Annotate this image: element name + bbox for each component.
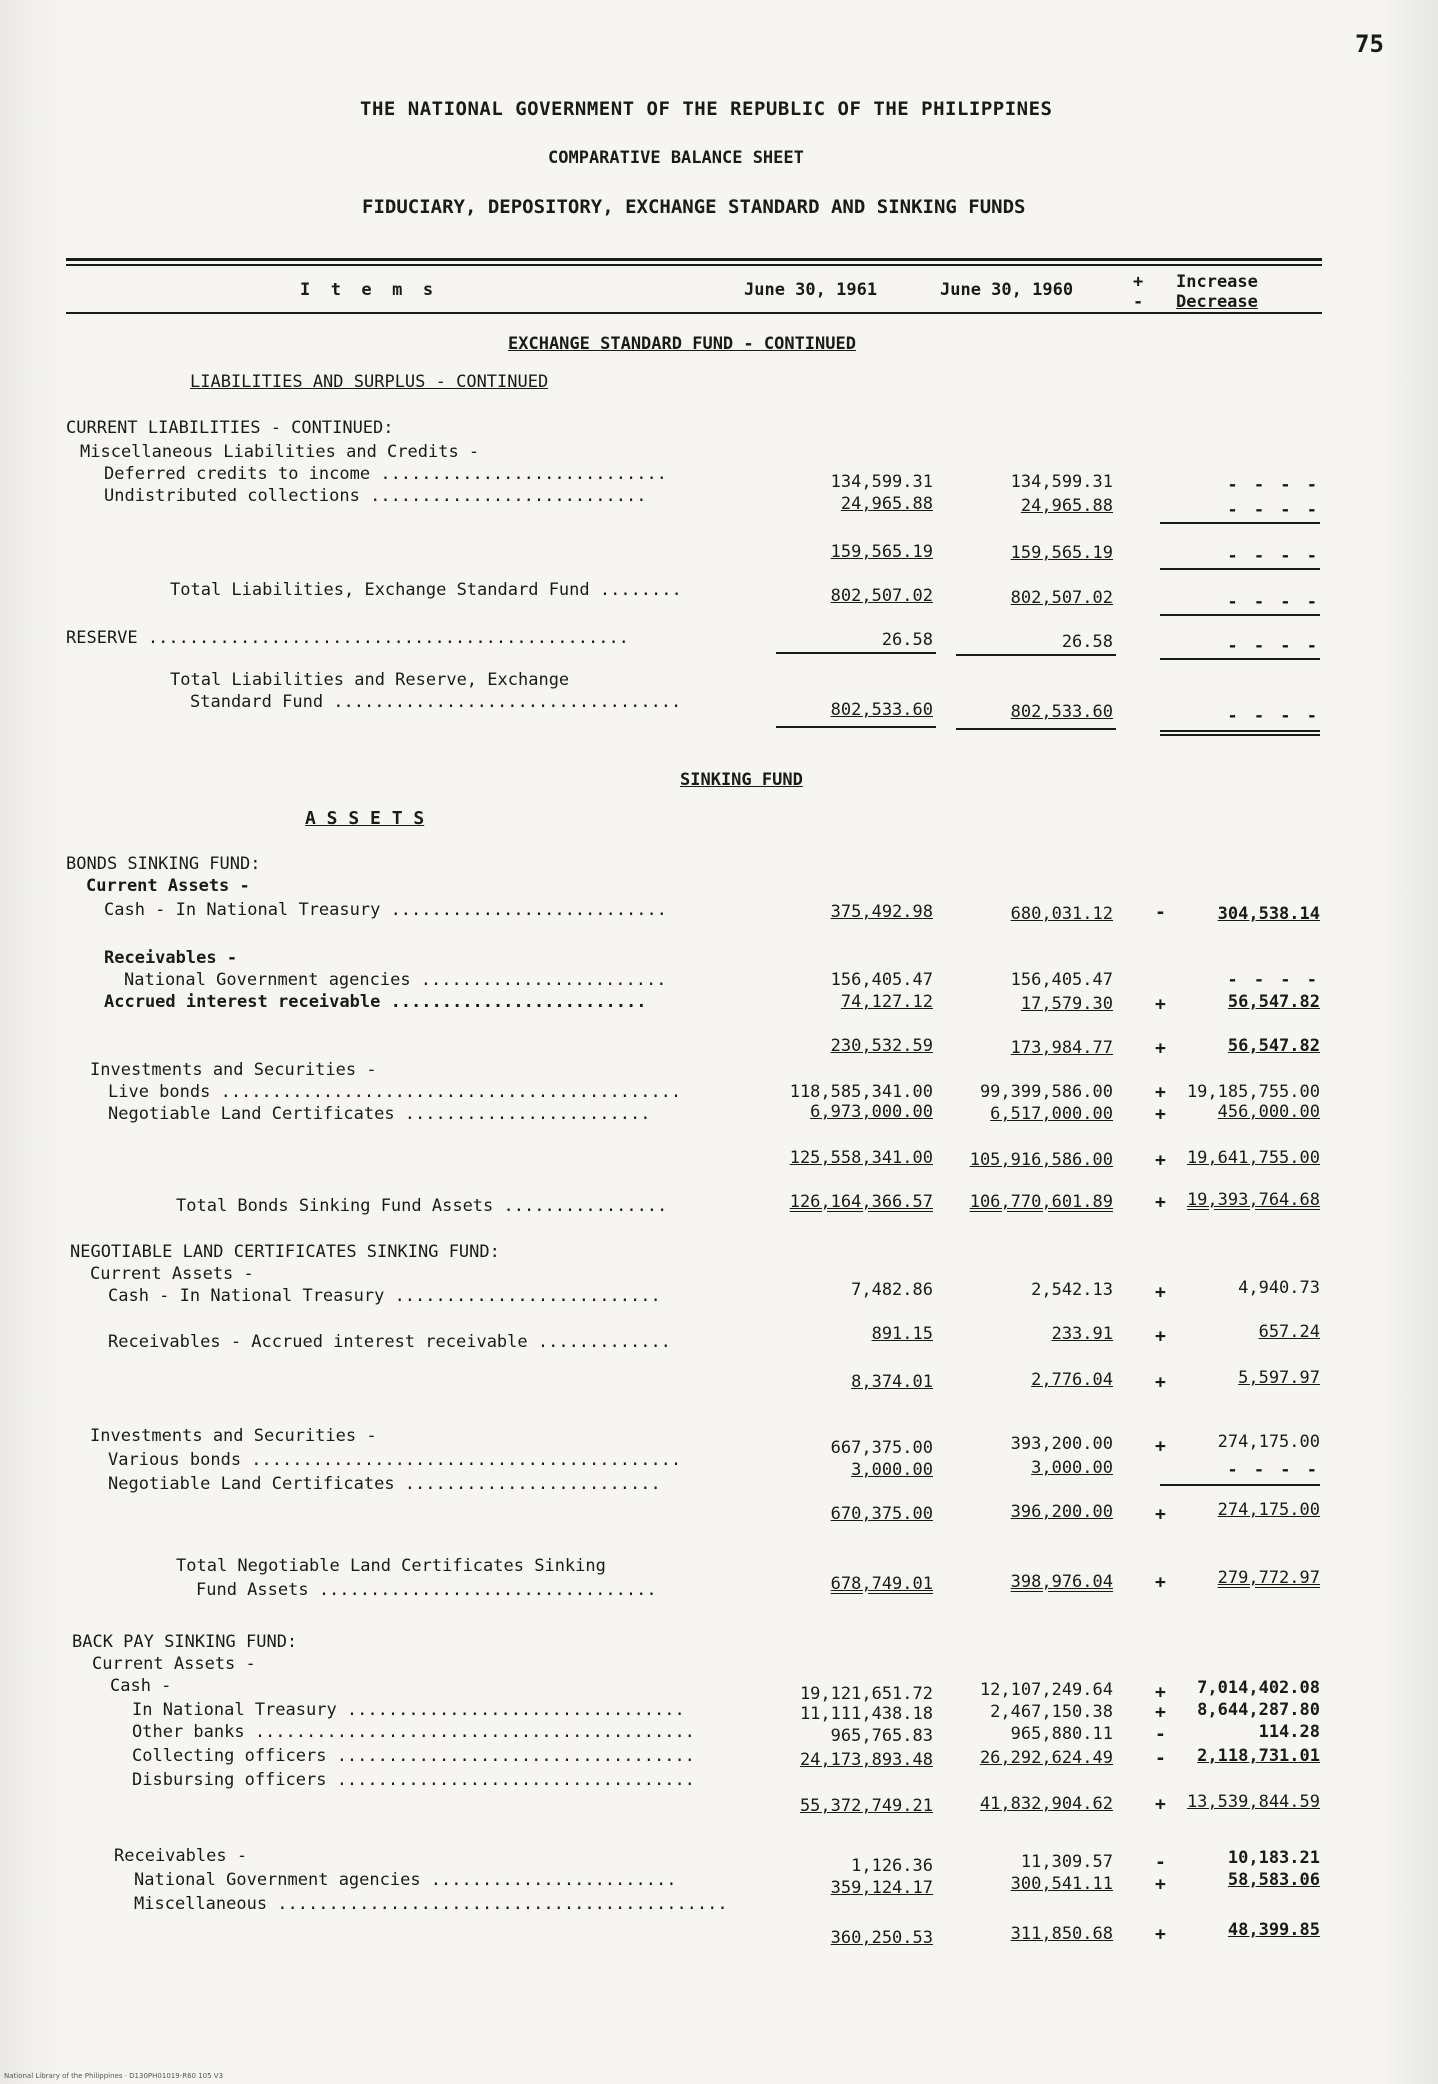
- nlc-cash-change: 4,940.73: [1238, 1278, 1320, 1298]
- nlc-nlc-label: Negotiable Land Certificates .........................: [108, 1474, 661, 1494]
- nlc-cur-total-1961: 8,374.01: [851, 1372, 933, 1392]
- bonds-accrued-change: 56,547.82: [1227, 992, 1320, 1012]
- bonds-recv-total-sign: +: [1155, 1038, 1166, 1059]
- assets-heading: A S S E T S: [305, 808, 425, 829]
- backpay-recv-total-sign: +: [1155, 1924, 1166, 1945]
- nlc-cur-total-sign: +: [1155, 1372, 1166, 1393]
- misc-subtotal-1960: 159,565.19: [1010, 543, 1113, 563]
- nlc-recv-sign: +: [1155, 1326, 1166, 1347]
- undistributed-1960: 24,965.88: [1020, 496, 1113, 516]
- bonds-natgov-label: National Government agencies ........................: [124, 970, 667, 990]
- reserve-1960: 26.58: [1061, 632, 1113, 652]
- live-bonds-sign: +: [1155, 1082, 1166, 1103]
- live-bonds-change: 19,185,755.00: [1186, 1082, 1320, 1102]
- backpay-cash-heading: Cash -: [110, 1676, 172, 1696]
- backpay-row-label: Collecting officers ...................................: [132, 1746, 695, 1766]
- nlc-recv-label: Receivables - Accrued interest receivable .............: [108, 1332, 671, 1352]
- header-sign: + -: [1133, 272, 1144, 312]
- nlc-recv-change: 657.24: [1258, 1322, 1320, 1342]
- backpay-row-change: 8,644,287.80: [1197, 1700, 1320, 1720]
- deferred-credits-change: - - - -: [1227, 475, 1320, 495]
- bonds-total-sign: +: [1155, 1192, 1166, 1213]
- various-bonds-change: 274,175.00: [1217, 1432, 1320, 1452]
- nlc-inv-total-1960: 396,200.00: [1010, 1502, 1113, 1522]
- bonds-recv-total-1961: 230,532.59: [830, 1036, 933, 1056]
- various-bonds-1961: 667,375.00: [830, 1438, 933, 1458]
- nlc-total-label2: Fund Assets .................................: [196, 1580, 657, 1600]
- bonds-inv-total-change: 19,641,755.00: [1186, 1148, 1320, 1168]
- undistributed-change: - - - -: [1227, 500, 1320, 520]
- backpay-row-sign: +: [1155, 1682, 1166, 1703]
- bonds-accrued-1960: 17,579.30: [1020, 994, 1113, 1014]
- bonds-accrued-label: Accrued interest receivable .........................: [104, 992, 647, 1012]
- total-liabilities-change: - - - -: [1227, 592, 1320, 612]
- backpay-recv-label: Miscellaneous ............................................: [134, 1894, 728, 1914]
- backpay-recv-change: 58,583.06: [1227, 1870, 1320, 1890]
- archive-footer: National Library of the Philippines · D130PH01019-R60 105 V3: [4, 2072, 224, 2080]
- backpay-row-sign: -: [1155, 1748, 1166, 1769]
- nlc-total-change: 279,772.97: [1217, 1568, 1320, 1588]
- backpay-row-1960: 26,292,624.49: [979, 1748, 1113, 1768]
- backpay-row-label: Disbursing officers ...................................: [132, 1770, 695, 1790]
- header-bottom-rule: [66, 312, 1322, 314]
- header-items: I t e m s: [300, 280, 434, 300]
- nlc-inv-total-sign: +: [1155, 1504, 1166, 1525]
- header-june-1960: June 30, 1960: [940, 280, 1074, 300]
- backpay-row-1960: 965,880.11: [1010, 1724, 1113, 1744]
- total-liab-reserve-1961: 802,533.60: [830, 700, 933, 720]
- misc-subtotal-1961: 159,565.19: [830, 542, 933, 562]
- misc-liabilities-heading: Miscellaneous Liabilities and Credits -: [80, 442, 480, 462]
- bonds-total-1960: 106,770,601.89: [969, 1192, 1113, 1212]
- backpay-recv-1961: 359,124.17: [830, 1878, 933, 1898]
- backpay-row-1960: 2,467,150.38: [990, 1702, 1113, 1722]
- backpay-row-label: Other banks ...........................................: [132, 1722, 695, 1742]
- backpay-recv-1960: 11,309.57: [1020, 1852, 1113, 1872]
- backpay-recv-total-1961: 360,250.53: [830, 1928, 933, 1948]
- bonds-receivables-heading: Receivables -: [104, 948, 238, 968]
- bonds-cash-label: Cash - In National Treasury ...........................: [104, 900, 667, 920]
- bonds-cash-sign: -: [1155, 902, 1166, 923]
- sinking-fund-title: SINKING FUND: [680, 770, 803, 790]
- various-bonds-sign: +: [1155, 1436, 1166, 1457]
- total-liab-reserve-change: - - - -: [1227, 706, 1320, 726]
- misc-subtotal-change: - - - -: [1227, 546, 1320, 566]
- backpay-current-assets: Current Assets -: [92, 1654, 256, 1674]
- nlc-nlc-1960: 3,000.00: [1031, 1458, 1113, 1478]
- bonds-nlc-label: Negotiable Land Certificates ........................: [108, 1104, 651, 1124]
- backpay-heading: BACK PAY SINKING FUND:: [72, 1632, 298, 1652]
- deferred-credits-1961: 134,599.31: [830, 472, 933, 492]
- nlc-total-1960: 398,976.04: [1010, 1572, 1113, 1592]
- nlc-recv-1960: 233.91: [1051, 1324, 1113, 1344]
- backpay-recv-sign: +: [1155, 1874, 1166, 1895]
- backpay-recv-label: National Government agencies ........................: [134, 1870, 677, 1890]
- header-june-1961: June 30, 1961: [744, 280, 878, 300]
- total-liabilities-1961: 802,507.02: [830, 586, 933, 606]
- bonds-nlc-change: 456,000.00: [1217, 1102, 1320, 1122]
- bonds-inv-total-1960: 105,916,586.00: [969, 1150, 1113, 1170]
- header-top-rule-2: [66, 264, 1322, 266]
- current-liabilities-heading: CURRENT LIABILITIES - CONTINUED:: [66, 418, 394, 438]
- bonds-cash-1960: 680,031.12: [1010, 904, 1113, 924]
- bonds-cash-change: 304,538.14: [1217, 904, 1320, 924]
- nlc-cash-1961: 7,482.86: [851, 1280, 933, 1300]
- backpay-recv-1961: 1,126.36: [851, 1856, 933, 1876]
- backpay-recv-sign: -: [1155, 1852, 1166, 1873]
- bonds-total-label: Total Bonds Sinking Fund Assets ................: [176, 1196, 668, 1216]
- bonds-current-assets: Current Assets -: [86, 876, 250, 896]
- backpay-row-1961: 11,111,438.18: [799, 1704, 933, 1724]
- total-liabilities-label: Total Liabilities, Exchange Standard Fund ........: [170, 580, 682, 600]
- bonds-natgov-change: - - - -: [1227, 970, 1320, 990]
- backpay-row-1961: 24,173,893.48: [799, 1750, 933, 1770]
- nlc-total-sign: +: [1155, 1572, 1166, 1593]
- backpay-row-change: 114.28: [1258, 1722, 1320, 1742]
- backpay-row-sign: -: [1155, 1724, 1166, 1745]
- total-liab-reserve-1960: 802,533.60: [1010, 702, 1113, 722]
- nlc-cash-1960: 2,542.13: [1031, 1280, 1113, 1300]
- nlc-inv-total-1961: 670,375.00: [830, 1504, 933, 1524]
- backpay-cash-total-1960: 41,832,904.62: [979, 1794, 1113, 1814]
- exchange-section-title: EXCHANGE STANDARD FUND - CONTINUED: [508, 334, 856, 354]
- report-title: THE NATIONAL GOVERNMENT OF THE REPUBLIC OF THE PHILIPPINES: [360, 98, 1053, 120]
- deferred-credits-label: Deferred credits to income ............................: [104, 464, 667, 484]
- live-bonds-label: Live bonds .............................................: [108, 1082, 682, 1102]
- nlc-investments-heading: Investments and Securities -: [90, 1426, 377, 1446]
- deferred-credits-1960: 134,599.31: [1010, 472, 1113, 492]
- bonds-investments-heading: Investments and Securities -: [90, 1060, 377, 1080]
- nlc-total-label1: Total Negotiable Land Certificates Sinking: [176, 1556, 606, 1576]
- nlc-total-1961: 678,749.01: [830, 1574, 933, 1594]
- nlc-nlc-change: - - - -: [1227, 1460, 1320, 1480]
- bonds-sinking-heading: BONDS SINKING FUND:: [66, 854, 261, 874]
- various-bonds-label: Various bonds ..........................................: [108, 1450, 682, 1470]
- bonds-nlc-1961: 6,973,000.00: [810, 1102, 933, 1122]
- undistributed-1961: 24,965.88: [840, 494, 933, 514]
- backpay-recv-1960: 300,541.11: [1010, 1874, 1113, 1894]
- bonds-natgov-1960: 156,405.47: [1010, 970, 1113, 990]
- total-liab-reserve-label1: Total Liabilities and Reserve, Exchange: [170, 670, 570, 690]
- undistributed-label: Undistributed collections ...........................: [104, 486, 647, 506]
- backpay-cash-total-sign: +: [1155, 1794, 1166, 1815]
- reserve-1961: 26.58: [881, 630, 933, 650]
- reserve-label: RESERVE ...............................................: [66, 628, 629, 648]
- nlc-current-assets: Current Assets -: [90, 1264, 254, 1284]
- backpay-recv-total-1960: 311,850.68: [1010, 1924, 1113, 1944]
- live-bonds-1960: 99,399,586.00: [979, 1082, 1113, 1102]
- live-bonds-1961: 118,585,341.00: [789, 1082, 933, 1102]
- report-fund-title: FIDUCIARY, DEPOSITORY, EXCHANGE STANDARD AND SINKING FUNDS: [362, 196, 1026, 218]
- nlc-cash-label: Cash - In National Treasury ..........................: [108, 1286, 661, 1306]
- backpay-cash-total-1961: 55,372,749.21: [799, 1796, 933, 1816]
- nlc-cur-total-change: 5,597.97: [1238, 1368, 1320, 1388]
- liabilities-subsection: LIABILITIES AND SURPLUS - CONTINUED: [190, 372, 549, 392]
- total-liab-reserve-label2: Standard Fund ..................................: [190, 692, 682, 712]
- backpay-recv-change: 10,183.21: [1227, 1848, 1320, 1868]
- reserve-change: - - - -: [1227, 636, 1320, 656]
- bonds-nlc-1960: 6,517,000.00: [990, 1104, 1113, 1124]
- nlc-fund-heading: NEGOTIABLE LAND CERTIFICATES SINKING FUND:: [70, 1242, 500, 1262]
- bonds-inv-total-sign: +: [1155, 1150, 1166, 1171]
- nlc-inv-total-change: 274,175.00: [1217, 1500, 1320, 1520]
- bonds-recv-total-change: 56,547.82: [1227, 1036, 1320, 1056]
- bonds-natgov-1961: 156,405.47: [830, 970, 933, 990]
- bonds-nlc-sign: +: [1155, 1104, 1166, 1125]
- page-number: 75: [1355, 30, 1384, 58]
- backpay-row-1961: 965,765.83: [830, 1726, 933, 1746]
- various-bonds-1960: 393,200.00: [1010, 1434, 1113, 1454]
- backpay-receivables-heading: Receivables -: [114, 1846, 248, 1866]
- backpay-row-change: 2,118,731.01: [1197, 1746, 1320, 1766]
- bonds-total-1961: 126,164,366.57: [789, 1192, 933, 1212]
- backpay-row-1961: 19,121,651.72: [799, 1684, 933, 1704]
- nlc-cash-sign: +: [1155, 1282, 1166, 1303]
- bonds-total-change: 19,393,764.68: [1186, 1190, 1320, 1210]
- backpay-cash-total-change: 13,539,844.59: [1186, 1792, 1320, 1812]
- bonds-cash-1961: 375,492.98: [830, 902, 933, 922]
- bonds-accrued-1961: 74,127.12: [840, 992, 933, 1012]
- header-decrease: Decrease: [1176, 292, 1258, 312]
- backpay-recv-total-change: 48,399.85: [1227, 1920, 1320, 1940]
- nlc-cur-total-1960: 2,776.04: [1031, 1370, 1113, 1390]
- bonds-accrued-sign: +: [1155, 994, 1166, 1015]
- report-subtitle: COMPARATIVE BALANCE SHEET: [548, 148, 804, 168]
- backpay-row-sign: +: [1155, 1702, 1166, 1723]
- header-top-rule: [66, 258, 1322, 261]
- backpay-row-1960: 12,107,249.64: [979, 1680, 1113, 1700]
- nlc-recv-1961: 891.15: [871, 1324, 933, 1344]
- bonds-recv-total-1960: 173,984.77: [1010, 1038, 1113, 1058]
- header-increase: Increase: [1176, 272, 1258, 292]
- total-liabilities-1960: 802,507.02: [1010, 588, 1113, 608]
- backpay-row-label: In National Treasury .................................: [132, 1700, 685, 1720]
- bonds-inv-total-1961: 125,558,341.00: [789, 1148, 933, 1168]
- nlc-nlc-1961: 3,000.00: [851, 1460, 933, 1480]
- backpay-row-change: 7,014,402.08: [1197, 1678, 1320, 1698]
